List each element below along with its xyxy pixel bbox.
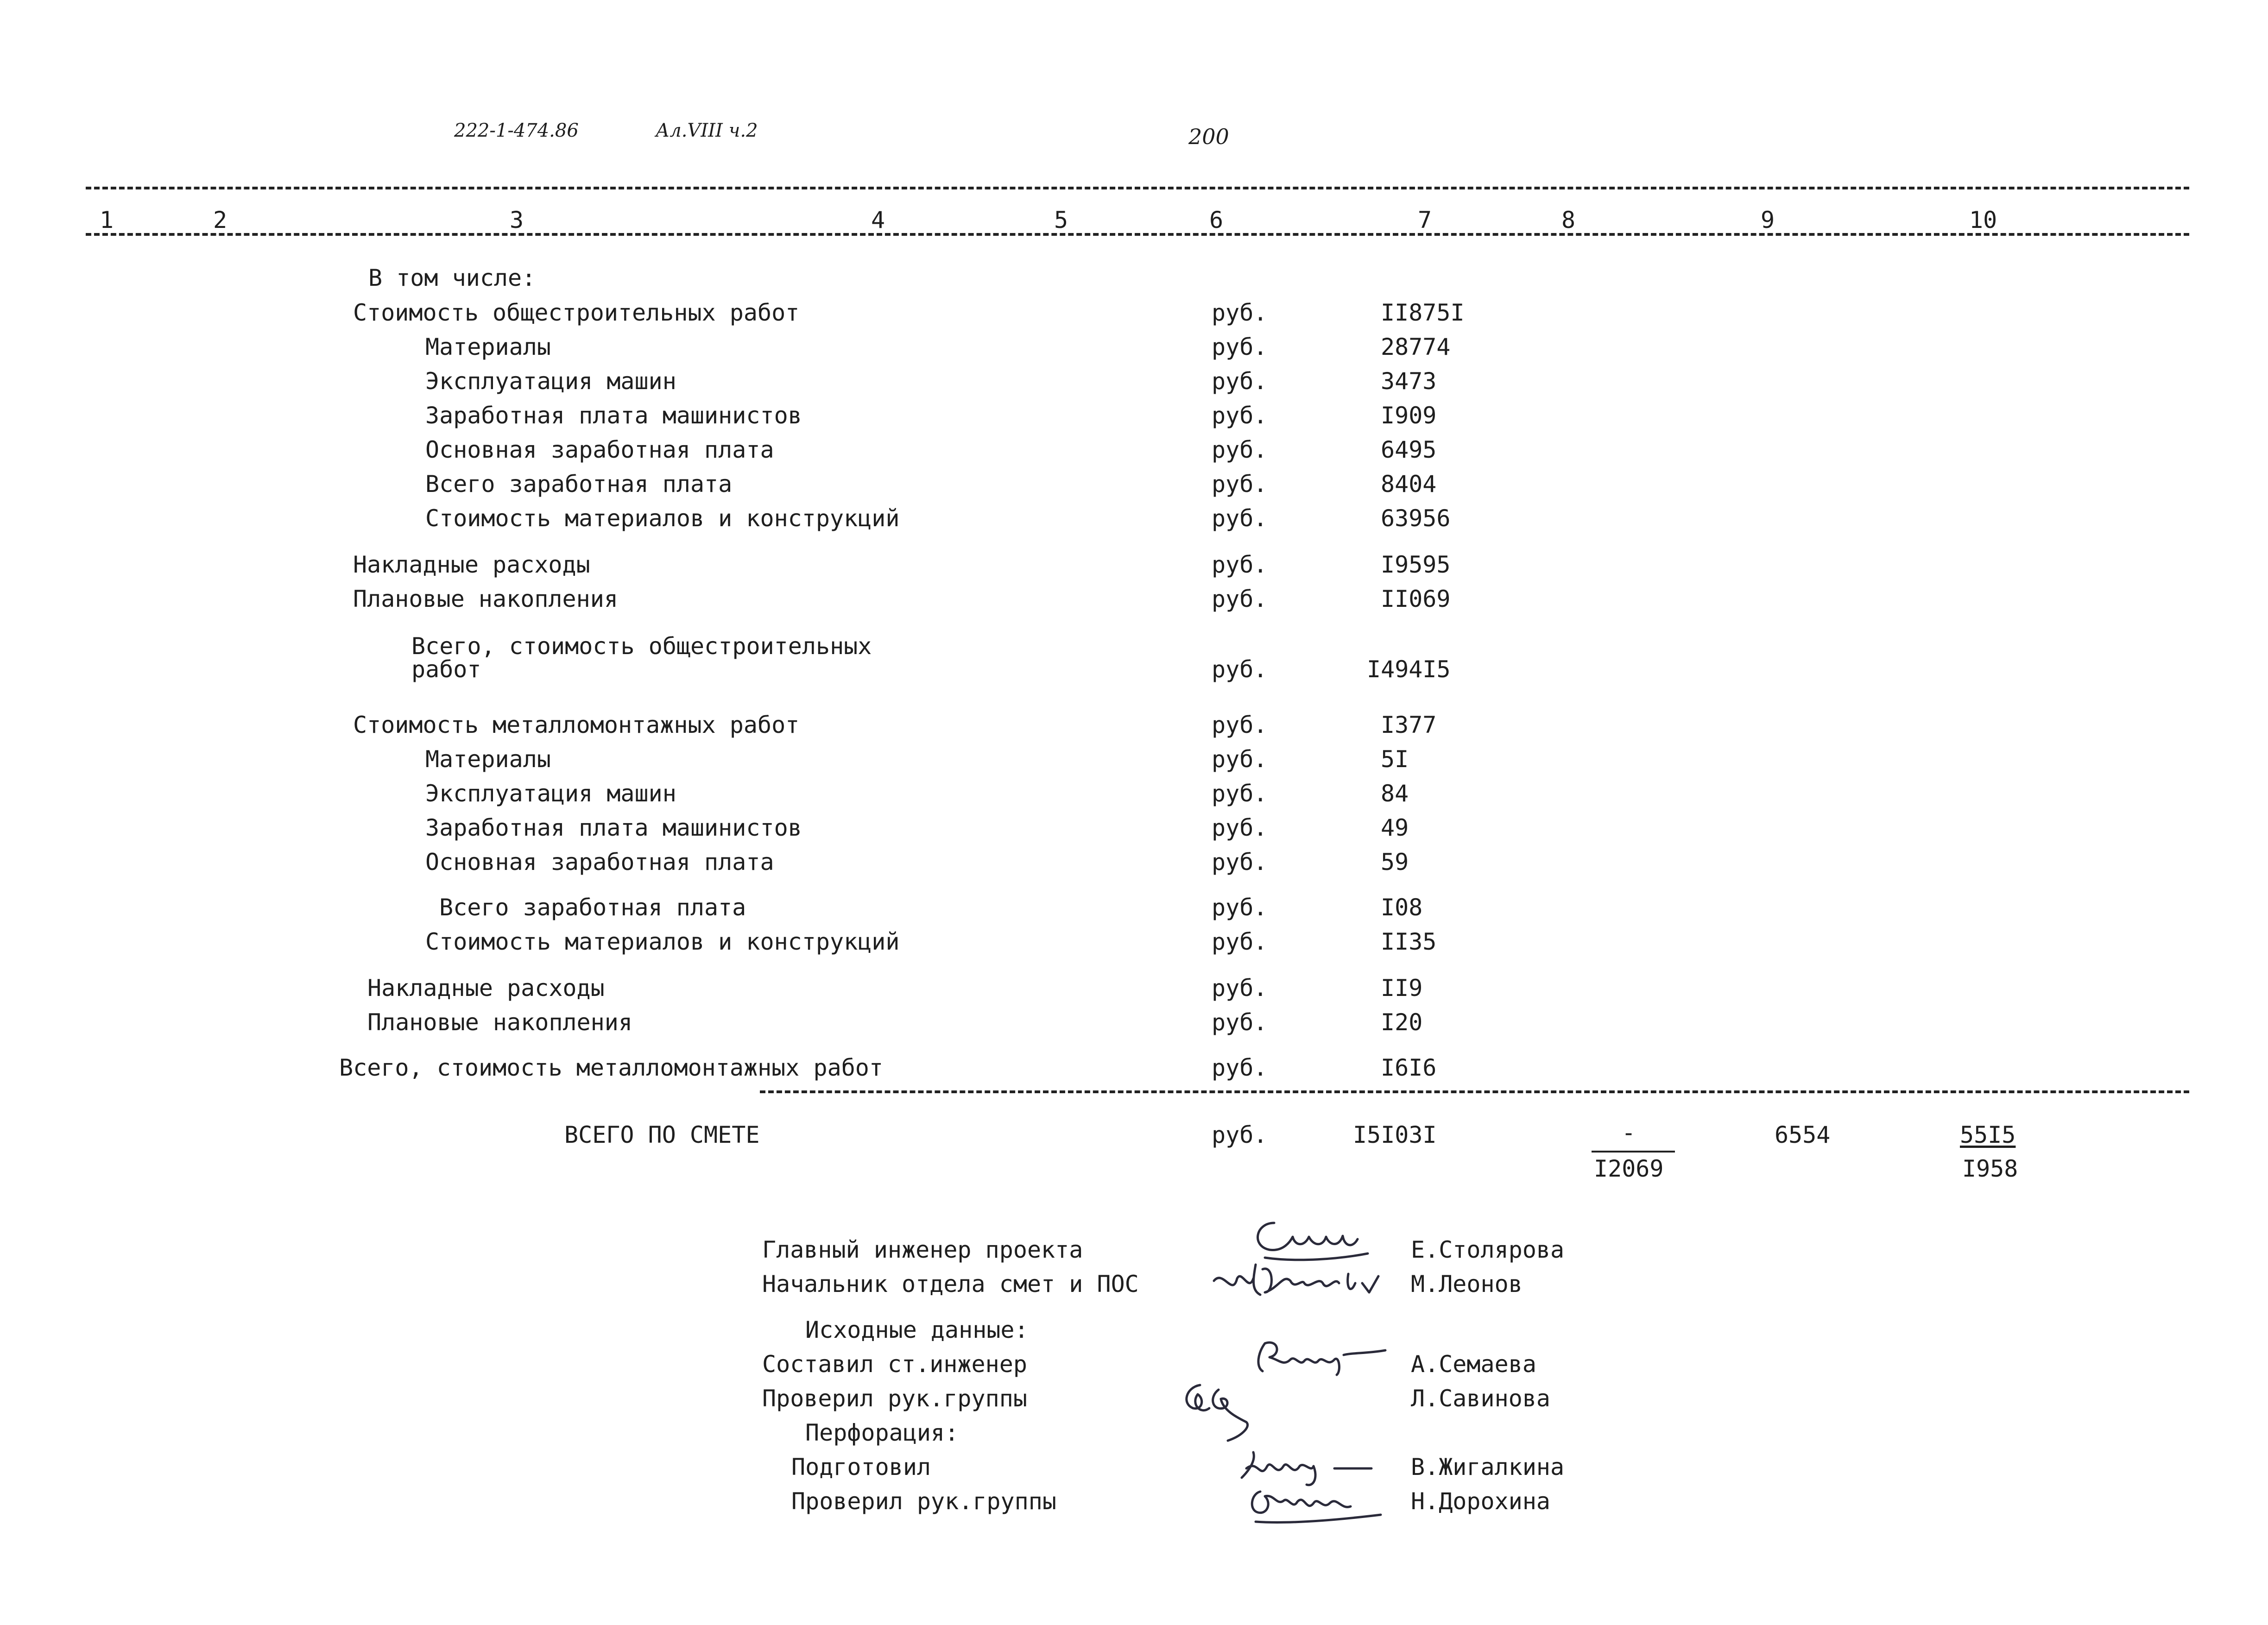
- dept-head-role: Начальник отдела смет и ПОС: [762, 1271, 1139, 1297]
- metal-item-value: 84: [1381, 780, 1409, 807]
- general-works-value: II875I: [1381, 299, 1465, 326]
- general-planned-label: Плановые накопления: [353, 586, 618, 612]
- in-that-number-heading: В том числе:: [368, 265, 536, 291]
- metal-item-value: I08: [1381, 894, 1423, 921]
- table-top-dashed-rule: [86, 187, 2189, 189]
- general-item-value: 63956: [1381, 505, 1451, 532]
- column-number-2: 2: [213, 207, 227, 233]
- general-total-label-line2: работ: [411, 656, 481, 683]
- general-item-label: Стоимость материалов и конструкций: [425, 505, 900, 532]
- general-item-label: Заработная плата машинистов: [425, 402, 802, 429]
- metal-total-value: I6I6: [1381, 1054, 1437, 1081]
- metal-item-unit: руб.: [1212, 780, 1268, 807]
- metal-overhead-label: Накладные расходы: [367, 975, 605, 1001]
- column-number-10: 10: [1969, 207, 1997, 233]
- metal-item-label: Стоимость материалов и конструкций: [425, 928, 900, 955]
- grand-total-col10-top: 55I5: [1960, 1121, 2016, 1148]
- metal-planned-value: I20: [1381, 1009, 1423, 1036]
- grand-total-col10-bottom: I958: [1962, 1155, 2018, 1182]
- column-header-dashed-rule: [86, 233, 2189, 236]
- metal-item-value: 49: [1381, 814, 1409, 841]
- metal-total-label: Всего, стоимость металломонтажных работ: [339, 1054, 883, 1081]
- column-number-9: 9: [1761, 207, 1775, 233]
- metal-item-label: Эксплуатация машин: [425, 780, 676, 807]
- general-item-value: I909: [1381, 402, 1437, 429]
- metal-item-label: Основная заработная плата: [425, 849, 774, 875]
- column-number-4: 4: [871, 207, 885, 233]
- checked2-name: Н.Дорохина: [1411, 1488, 1551, 1515]
- metal-item-unit: руб.: [1212, 849, 1268, 875]
- page-number: 200: [1188, 124, 1229, 149]
- general-item-unit: руб.: [1212, 334, 1268, 360]
- general-item-label: Эксплуатация машин: [425, 368, 676, 395]
- grand-total-unit: руб.: [1212, 1121, 1268, 1148]
- general-item-unit: руб.: [1212, 505, 1268, 532]
- general-item-label: Материалы: [425, 334, 551, 360]
- checked2-role: Проверил рук.группы: [791, 1488, 1056, 1515]
- metal-item-value: 5I: [1381, 746, 1409, 773]
- general-item-value: 28774: [1381, 334, 1451, 360]
- metal-item-label: Заработная плата машинистов: [425, 814, 802, 841]
- source-data-heading: Исходные данные:: [805, 1316, 1029, 1343]
- chief-engineer-role: Главный инженер проекта: [762, 1236, 1083, 1263]
- grand-total-col8-top: -: [1622, 1119, 1636, 1146]
- checked2-signature: [1242, 1478, 1399, 1529]
- general-planned-unit: руб.: [1212, 586, 1268, 612]
- general-total-value: I494I5: [1367, 656, 1451, 683]
- metal-item-value: 59: [1381, 849, 1409, 875]
- column-number-8: 8: [1561, 207, 1576, 233]
- general-overhead-value: I9595: [1381, 551, 1451, 578]
- general-total-unit: руб.: [1212, 656, 1268, 683]
- general-overhead-label: Накладные расходы: [353, 551, 590, 578]
- grand-total-col8-fraction-rule: [1592, 1151, 1675, 1153]
- column-number-7: 7: [1418, 207, 1432, 233]
- grand-total-col8-bottom: I2069: [1594, 1155, 1664, 1182]
- general-item-unit: руб.: [1212, 368, 1268, 395]
- general-item-label: Всего заработная плата: [425, 471, 733, 498]
- metal-overhead-value: II9: [1381, 975, 1423, 1001]
- column-number-1: 1: [100, 207, 114, 233]
- metal-item-unit: руб.: [1212, 814, 1268, 841]
- general-works-unit: руб.: [1212, 299, 1268, 326]
- dept-head-name: М.Леонов: [1411, 1271, 1523, 1297]
- metal-item-unit: руб.: [1212, 894, 1268, 921]
- compiled-signature: [1251, 1334, 1390, 1376]
- dept-head-signature: [1209, 1255, 1395, 1302]
- general-item-label: Основная заработная плата: [425, 436, 774, 463]
- grand-total-dashed-rule: [760, 1090, 2189, 1093]
- metal-works-value: I377: [1381, 712, 1437, 738]
- grand-total-value: I5I03I: [1353, 1121, 1437, 1148]
- compiled-role: Составил ст.инженер: [762, 1351, 1027, 1378]
- general-overhead-unit: руб.: [1212, 551, 1268, 578]
- general-total-label-line1: Всего, стоимость общестроительных: [411, 633, 872, 660]
- grand-total-label: ВСЕГО ПО СМЕТЕ: [564, 1121, 760, 1148]
- grand-total-col9: 6554: [1775, 1121, 1831, 1148]
- general-item-value: 8404: [1381, 471, 1437, 498]
- perforation-heading: Перфорация:: [805, 1419, 959, 1446]
- general-planned-value: II069: [1381, 586, 1451, 612]
- metal-item-value: II35: [1381, 928, 1437, 955]
- metal-total-unit: руб.: [1212, 1054, 1268, 1081]
- checked-name: Л.Савинова: [1411, 1385, 1551, 1412]
- metal-works-title: Стоимость металломонтажных работ: [353, 712, 800, 738]
- metal-item-unit: руб.: [1212, 928, 1268, 955]
- metal-item-label: Всего заработная плата: [439, 894, 746, 921]
- checked-signature: [1172, 1376, 1274, 1445]
- metal-item-label: Материалы: [425, 746, 551, 773]
- prepared-name: В.Жигалкина: [1411, 1454, 1565, 1480]
- general-item-unit: руб.: [1212, 436, 1268, 463]
- compiled-name: А.Семаева: [1411, 1351, 1536, 1378]
- column-number-5: 5: [1054, 207, 1068, 233]
- general-item-unit: руб.: [1212, 402, 1268, 429]
- metal-overhead-unit: руб.: [1212, 975, 1268, 1001]
- general-item-unit: руб.: [1212, 471, 1268, 498]
- general-works-title: Стоимость общестроительных работ: [353, 299, 800, 326]
- column-number-6: 6: [1209, 207, 1224, 233]
- metal-works-unit: руб.: [1212, 712, 1268, 738]
- metal-planned-unit: руб.: [1212, 1009, 1268, 1036]
- metal-planned-label: Плановые накопления: [367, 1009, 632, 1036]
- doc-code: 222-1-474.86: [454, 120, 579, 141]
- album-reference: Ал.VIII ч.2: [656, 120, 758, 141]
- general-item-value: 3473: [1381, 368, 1437, 395]
- column-number-3: 3: [510, 207, 524, 233]
- prepared-role: Подготовил: [791, 1454, 931, 1480]
- metal-item-unit: руб.: [1212, 746, 1268, 773]
- chief-engineer-name: Е.Столярова: [1411, 1236, 1565, 1263]
- checked-role: Проверил рук.группы: [762, 1385, 1027, 1412]
- general-item-value: 6495: [1381, 436, 1437, 463]
